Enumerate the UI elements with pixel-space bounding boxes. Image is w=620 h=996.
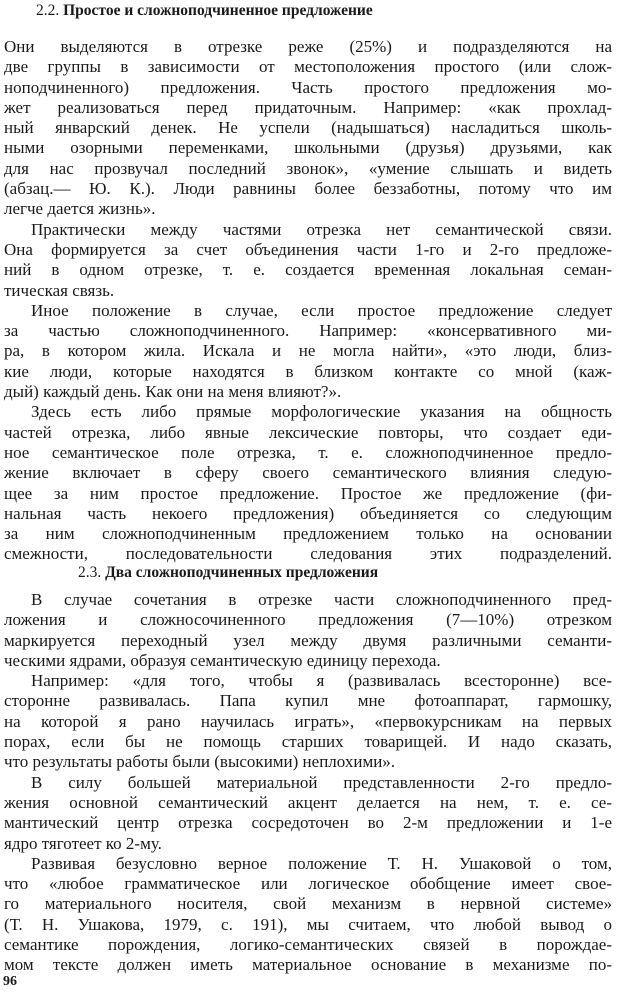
- text-line: Они выделяются в отрезке реже (25%) и подразделяются на: [4, 37, 612, 56]
- text-line: смежности, последовательности следования этих подразделений.: [4, 544, 612, 564]
- text-line: щее за ним простое предложение. Простое же предложение (фи-: [4, 483, 612, 503]
- page-number: 96: [3, 974, 17, 989]
- text-line: ядро тяготеет ко 2-му.: [4, 833, 162, 853]
- text-line: В случае сочетания в отрезке части сложноподчиненного пред-: [31, 590, 612, 609]
- text-line: В силу большей материальной представленности 2-го предло-: [31, 772, 612, 792]
- text-line: частей отрезка, либо явные лексические повторы, что создает еди-: [4, 422, 612, 442]
- text-line: го материального носителя, свой механизм в нервной системе»: [4, 894, 612, 914]
- text-line: ное семантическое поле отрезка, т. е. сложноподчиненное предло-: [4, 442, 612, 462]
- section-body-2-3: [4, 590, 612, 976]
- text-line: (абзац.— Ю. К.). Люди равнины более беззаботны, потому что им: [4, 179, 612, 199]
- text-line: ными озорными переменками, школьными (друзья) друзьями, как: [4, 138, 612, 158]
- text-line: ческими ядрами, образуя семантическую единицу перехода.: [4, 650, 441, 670]
- section-title: Простое и сложноподчиненное предложение: [63, 2, 373, 19]
- text-line: мом тексте должен иметь материальное основание в механизме по-: [4, 955, 612, 975]
- section-body-2-2: [4, 37, 612, 565]
- text-line: что «любое грамматическое или логическое обобщение имеет свое-: [4, 874, 612, 894]
- section-heading-2-2: [36, 1, 373, 21]
- text-line: Иное положение в случае, если простое предложение следует: [31, 300, 612, 320]
- text-line: дый) каждый день. Как они на меня влияют?».: [4, 382, 342, 402]
- text-line: что результаты работы были (высокими) неплохими».: [4, 752, 396, 772]
- text-line: за ним сложноподчиненным предложением только на основании: [4, 524, 612, 544]
- text-line: нальная часть некоего предложения) объединяется со следующим: [4, 503, 612, 523]
- text-line: жет реализоваться перед придаточным. Например: «как прохлад-: [4, 97, 612, 117]
- text-line: ра, в котором жила. Искала и не могла найти», «это люди, близ-: [4, 341, 612, 361]
- text-line: сторонне развивалась. Папа купил мне фотоаппарат, гармошку,: [4, 691, 612, 711]
- text-line: семантике порождения, логико-семантических связей в порождае-: [4, 935, 612, 955]
- text-line: Здесь есть либо прямые морфологические указания на общность: [31, 402, 612, 422]
- text-line: порах, если бы не помощь старших товарищей. И надо сказать,: [4, 732, 612, 752]
- text-line: ный январский денек. Не успели (надышаться) насладиться школь-: [4, 118, 612, 138]
- text-line: жения основной семантический акцент делается на нем, т. е. се-: [4, 792, 612, 812]
- text-line: ноподчиненного) предложения. Часть простого предложения мо-: [4, 77, 612, 97]
- text-line: мантический центр отрезка сосредоточен во 2-м предложении и 1-е: [4, 813, 612, 833]
- text-line: тическая связь.: [4, 280, 115, 300]
- text-line: ний в одном отрезке, т. е. создается временная локальная семан-: [4, 260, 612, 280]
- text-line: Она формируется за счет объединения части 1-го и 2-го предложе-: [4, 239, 612, 259]
- text-line: легче дается жизнь».: [4, 199, 156, 219]
- text-line: ложения и сложносочиненного предложения (7—10%) отрезком: [4, 610, 612, 630]
- text-line: за частью сложноподчиненного. Например: «консервативного ми-: [4, 321, 612, 341]
- text-line: (Т. Н. Ушакова, 1979, с. 191), мы считаем, что любой вывод о: [4, 914, 612, 934]
- text-line: Например: «для того, чтобы я (развивалась всесторонне) все-: [31, 671, 612, 691]
- text-line: две группы в зависимости от местоположения простого (или слож-: [4, 57, 612, 77]
- text-line: Практически между частями отрезка нет семантической связи.: [31, 219, 612, 239]
- section-heading-2-3: [78, 563, 378, 583]
- section-number: 2.2.: [36, 2, 60, 19]
- text-line: на которой я рано научилась играть», «первокурсникам на первых: [4, 711, 612, 731]
- section-title: Два сложноподчиненных предложения: [105, 564, 379, 581]
- text-line: кие люди, которые находятся в близком контакте со мной (каж-: [4, 361, 612, 381]
- section-number: 2.3.: [78, 564, 102, 581]
- text-line: Развивая безусловно верное положение Т. Н. Ушаковой о том,: [31, 853, 612, 873]
- text-line: для нас прозвучал последний звонок», «умение слышать и видеть: [4, 158, 612, 178]
- text-line: маркируется переходный узел между двумя различными семанти-: [4, 630, 612, 650]
- text-line: жение включает в сферу своего семантического влияния следую-: [4, 463, 612, 483]
